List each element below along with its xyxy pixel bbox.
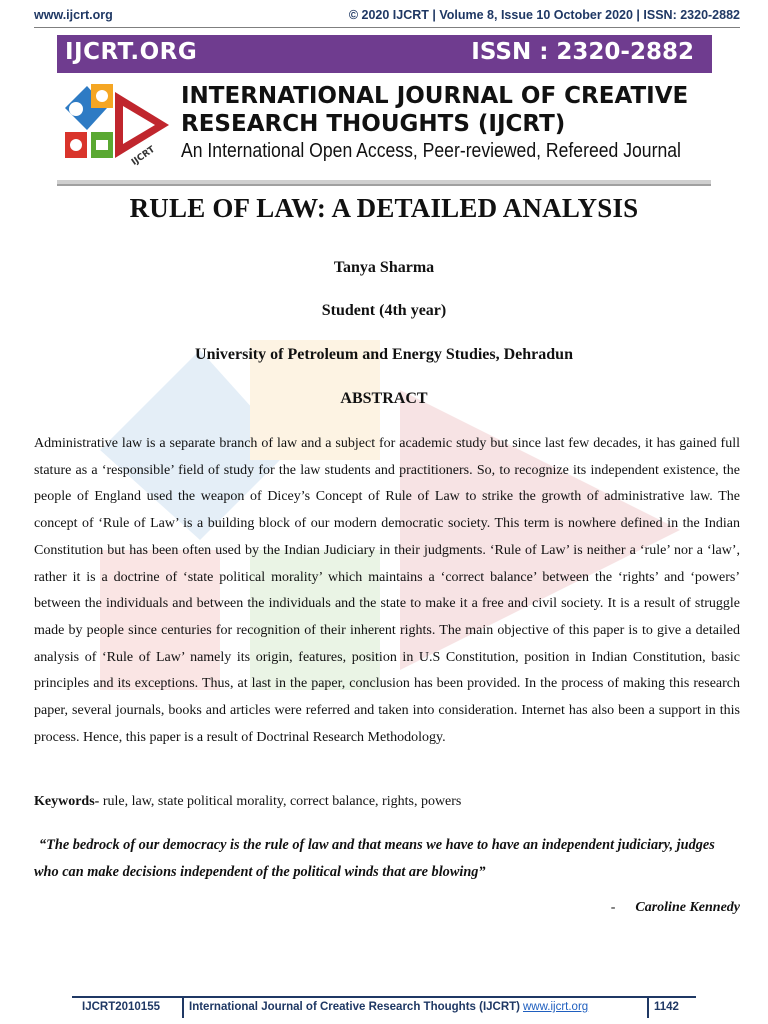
author-name: Tanya Sharma: [333, 259, 435, 276]
footer-link[interactable]: www.ijcrt.org: [523, 1001, 589, 1013]
banner-issn: ISSN : 2320-2882: [471, 39, 694, 65]
footer-separator: [647, 996, 649, 1018]
logo-lettering: IJCRT: [129, 144, 157, 168]
quote-attribution: [611, 900, 740, 916]
footer-journal: [189, 1001, 588, 1013]
banner-site-name: IJCRT.ORG: [65, 39, 198, 65]
journal-subtitle: An International Open Access, Peer-reviewed, Refereed Journal: [181, 140, 681, 162]
keywords: [34, 794, 740, 810]
quote-dash: -: [610, 900, 616, 915]
keywords-list: rule, law, state political morality, correct balance, rights, powers: [99, 794, 462, 809]
journal-title: [181, 82, 721, 138]
header-divider: [34, 27, 740, 28]
page-number: 1142: [654, 1001, 679, 1013]
header-citation: © 2020 IJCRT | Volume 8, Issue 10 October 2020 | ISSN: 2320-2882: [348, 8, 740, 22]
epigraph-quote: “The bedrock of our democracy is the rule of law and that means we have to have an independent judiciary, judges who can make decisions independent of the political winds that are blowing”: [34, 837, 715, 880]
keywords-label: Keywords-: [34, 794, 100, 809]
masthead-divider: [57, 180, 711, 186]
abstract-heading: ABSTRACT: [340, 390, 428, 407]
abstract-body: Administrative law is a separate branch of law and a subject for academic study but since last few decades, it has gained full stature as a ‘responsible’ field of study for the law students and practitioners. So, to recognize its independent existence, the people of England used the weapon of Dicey’s Concept of Rule of Law to strike the growth of administrative law. The concept of ‘Rule of Law’ is a building block of our modern democratic society. This term is nowhere defined in the Indian Constitution but has been often used by the Indian Judiciary in their judgments. ‘Rule of Law’ is neither a ‘rule’ nor a ‘law’, rather it is a doctrine of ‘state political morality’ which maintains a ‘correct balance’ between the ‘rights’ and ‘powers’ between the individuals and between the individuals and the state to make it a free and civil society. It is a result of struggle made by people since centuries for recognition of their inherent rights. The main objective of this paper is to give a detailed analysis of ‘Rule of Law’ namely its origin, features, position in U.S Constitution, position in Indian Constitution, basic principles and its exceptions. Thus, at last in the paper, conclusion has been provided. In the process of making this research paper, several journals, books and articles were referred and taken into consideration. Internet has also been a support in this process. Hence, this paper is a result of Doctrinal Research Methodology.: [34, 436, 740, 745]
journal-banner: [57, 35, 712, 73]
paper-title: RULE OF LAW: A DETAILED ANALYSIS: [129, 193, 639, 223]
quote-author: Caroline Kennedy: [635, 900, 740, 915]
footer-journal-name: International Journal of Creative Research Thoughts (IJCRT): [189, 1001, 520, 1013]
footer-separator: [182, 996, 184, 1018]
page-header: [34, 8, 740, 28]
journal-title-line1: INTERNATIONAL JOURNAL OF CREATIVE: [181, 83, 689, 109]
ijcrt-logo-icon: [57, 78, 175, 172]
header-website[interactable]: www.ijcrt.org: [34, 8, 113, 22]
page-footer: [72, 996, 696, 1020]
journal-title-line2: RESEARCH THOUGHTS (IJCRT): [181, 111, 566, 137]
footer-paper-code: IJCRT2010155: [82, 1001, 160, 1013]
author-role: Student (4th year): [321, 302, 447, 319]
footer-divider: [72, 996, 696, 998]
author-affiliation: University of Petroleum and Energy Studies, Dehradun: [195, 346, 573, 363]
